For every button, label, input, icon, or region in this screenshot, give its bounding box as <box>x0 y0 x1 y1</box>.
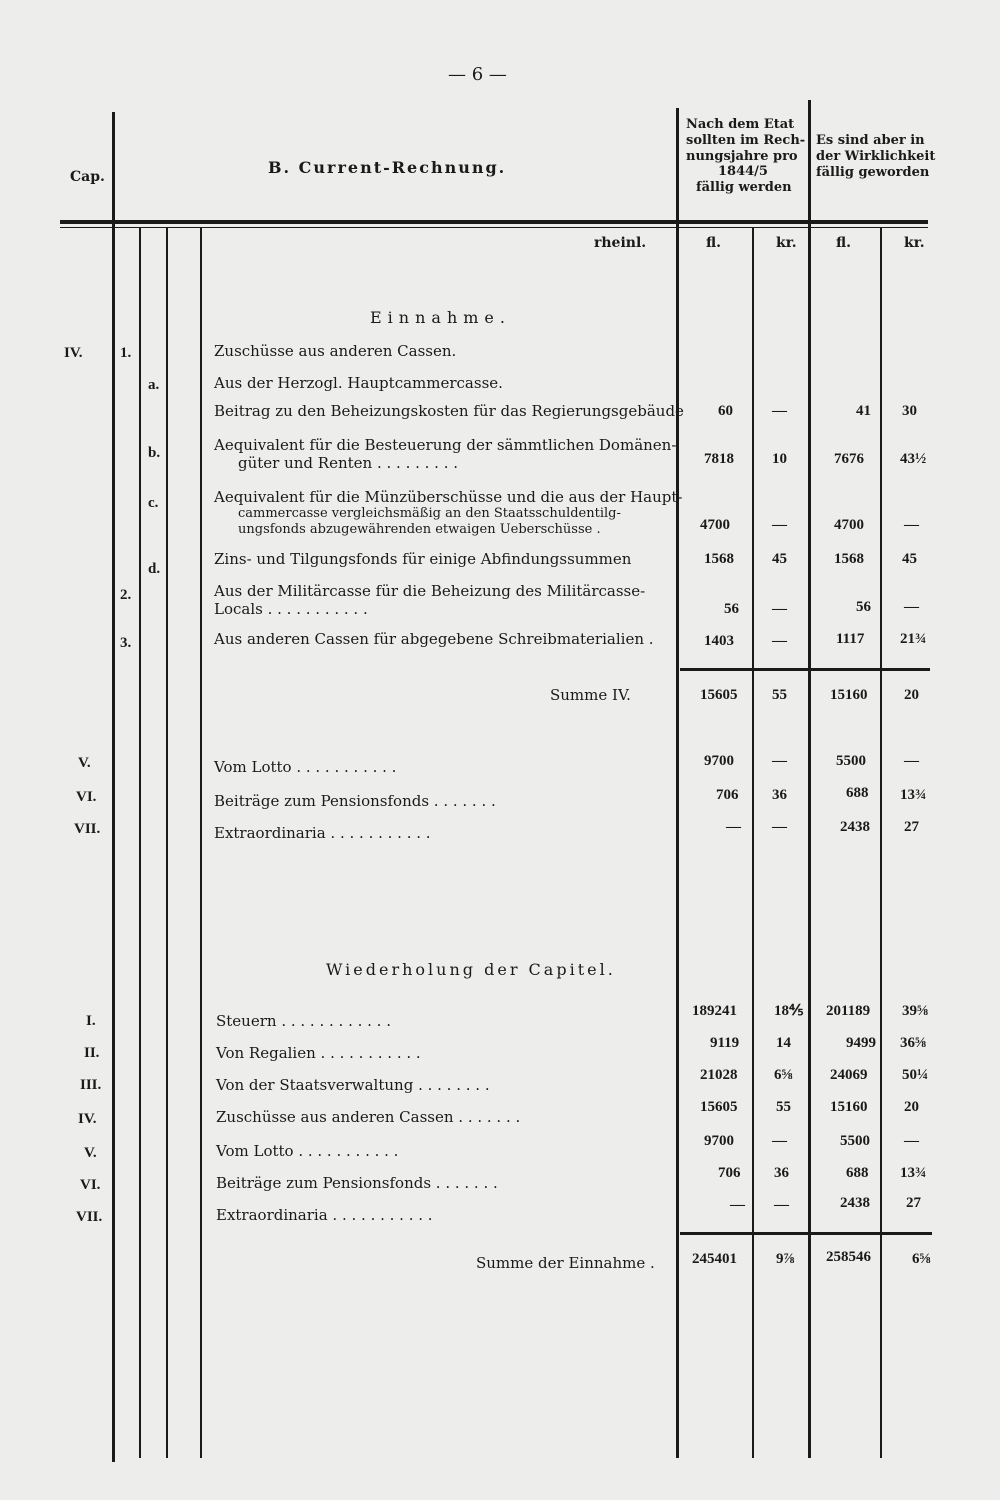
section-title-einnahme: Einnahme. <box>370 308 511 327</box>
row-label: Beiträge zum Pensionsfonds . . . . . . . <box>216 1174 498 1192</box>
actual-kr-value: 30 <box>902 403 917 419</box>
cap-number: II. <box>84 1045 100 1061</box>
row-label: Extraordinaria . . . . . . . . . . . <box>214 824 431 842</box>
summe-label: Summe der Einnahme . <box>476 1254 655 1272</box>
row-label: Beitrag zu den Beheizungskosten für das Regierungsgebäude <box>214 402 684 420</box>
etat-kr-value: 14 <box>776 1035 791 1051</box>
etat-heading-line: sollten im Rech- <box>686 133 806 148</box>
etat-kr-value: — <box>772 753 787 769</box>
actual-fl-value: 1117 <box>836 631 865 647</box>
etat-kr-value: 55 <box>776 1099 791 1115</box>
rule-kr1-col <box>752 228 754 1458</box>
etat-kr-value: 18⅘ <box>774 1003 804 1019</box>
etat-fl-value: — <box>726 819 741 835</box>
actual-fl-value: 24069 <box>830 1067 868 1083</box>
section-heading-current-rechnung: B. Current-Rechnung. <box>268 158 507 177</box>
actual-kr-value: 50¼ <box>902 1067 929 1083</box>
actual-kr-value: 39⅝ <box>902 1003 929 1019</box>
actual-kr-value: 13¾ <box>900 1165 927 1181</box>
sub-letter: a. <box>148 377 160 393</box>
etat-kr-value: 55 <box>772 687 787 703</box>
etat-fl-value: 56 <box>724 601 739 617</box>
etat-kr-value: 36 <box>774 1165 789 1181</box>
actual-fl-value: 9499 <box>846 1035 876 1051</box>
row-label: Beiträge zum Pensionsfonds . . . . . . . <box>214 792 496 810</box>
actual-fl-value: 258546 <box>826 1249 871 1265</box>
row-label: Zins- und Tilgungsfonds für einige Abfindungssummen <box>214 550 632 568</box>
wirklichkeit-heading-line: Es sind aber in <box>816 133 925 148</box>
actual-fl-value: 688 <box>846 1165 869 1181</box>
cap-number: I. <box>86 1013 96 1029</box>
etat-fl-value: 1403 <box>704 633 734 649</box>
etat-fl-value: 706 <box>716 787 739 803</box>
etat-fl-value: 7818 <box>704 451 734 467</box>
sum-total-rule <box>680 1232 932 1235</box>
item-number: 1. <box>120 345 132 361</box>
etat-fl-value: 15605 <box>700 687 738 703</box>
unit-fl-wirklich: fl. <box>836 235 852 251</box>
actual-kr-value: 21¾ <box>900 631 927 647</box>
etat-kr-value: 10 <box>772 451 787 467</box>
row-label: Zuschüsse aus anderen Cassen. <box>214 342 457 360</box>
row-label: Von Regalien . . . . . . . . . . . <box>216 1044 421 1062</box>
rule-fl1-col <box>676 108 679 1458</box>
etat-fl-value: 9119 <box>710 1035 740 1051</box>
actual-fl-value: 688 <box>846 785 869 801</box>
wirklichkeit-heading-line: der Wirklichkeit <box>816 149 936 164</box>
header-rule-thin <box>60 227 928 228</box>
etat-kr-value: — <box>774 1197 789 1213</box>
etat-fl-value: 1568 <box>704 551 734 567</box>
actual-fl-value: 1568 <box>834 551 864 567</box>
actual-kr-value: 27 <box>906 1195 921 1211</box>
cap-number: IV. <box>64 345 83 361</box>
sub-letter: c. <box>148 495 159 511</box>
etat-kr-value: 45 <box>772 551 787 567</box>
actual-kr-value: — <box>904 599 919 615</box>
page-number: — 6 — <box>448 64 507 85</box>
unit-kr-etat: kr. <box>776 235 797 251</box>
row-label-cont: güter und Renten . . . . . . . . . <box>238 454 459 472</box>
cap-number: VII. <box>76 1209 103 1225</box>
rule-num-col <box>139 228 141 1458</box>
item-number: 2. <box>120 587 132 603</box>
cap-number: III. <box>80 1077 102 1093</box>
etat-kr-value: — <box>772 601 787 617</box>
actual-kr-value: 27 <box>904 819 919 835</box>
actual-kr-value: 20 <box>904 687 919 703</box>
cap-number: V. <box>84 1145 97 1161</box>
row-label: Extraordinaria . . . . . . . . . . . <box>216 1206 433 1224</box>
actual-kr-value: — <box>904 1133 919 1149</box>
row-label: Steuern . . . . . . . . . . . . <box>216 1012 391 1030</box>
cap-number: VI. <box>80 1177 101 1193</box>
actual-fl-value: 41 <box>856 403 871 419</box>
row-label: Aus anderen Cassen für abgegebene Schreibmaterialien . <box>214 630 654 648</box>
cap-number: V. <box>78 755 91 771</box>
header-rule <box>60 220 928 224</box>
sum-iv-rule <box>680 668 930 671</box>
currency-label: rheinl. <box>594 235 647 251</box>
rule-fl2-col <box>808 100 811 1458</box>
rule-cap-col <box>112 112 115 1462</box>
actual-kr-value: 43½ <box>900 451 927 467</box>
etat-fl-value: — <box>730 1197 745 1213</box>
sub-letter: b. <box>148 445 161 461</box>
row-label: Von der Staatsverwaltung . . . . . . . . <box>216 1076 490 1094</box>
etat-fl-value: 245401 <box>692 1251 737 1267</box>
etat-heading-line: fällig werden <box>696 180 792 195</box>
etat-kr-value: 36 <box>772 787 787 803</box>
actual-kr-value: 45 <box>902 551 917 567</box>
summe-label: Summe IV. <box>550 686 631 704</box>
actual-kr-value: 36⅝ <box>900 1035 927 1051</box>
row-label: Vom Lotto . . . . . . . . . . . <box>214 758 397 776</box>
etat-fl-value: 60 <box>718 403 733 419</box>
row-label-cont: cammercasse vergleichsmäßig an den Staatsschuldentilg- <box>238 506 621 521</box>
row-label-cont: ungsfonds abzugewährenden etwaigen Ueberschüsse . <box>238 522 601 537</box>
row-label-cont: Locals . . . . . . . . . . . <box>214 600 368 618</box>
etat-heading-line: 1844/5 <box>718 164 768 179</box>
actual-fl-value: 2438 <box>840 1195 870 1211</box>
etat-fl-value: 706 <box>718 1165 741 1181</box>
actual-kr-value: — <box>904 517 919 533</box>
cap-number: IV. <box>78 1111 97 1127</box>
etat-fl-value: 4700 <box>700 517 730 533</box>
etat-fl-value: 189241 <box>692 1003 737 1019</box>
etat-kr-value: 9⅞ <box>776 1251 795 1267</box>
sub-letter: d. <box>148 561 161 577</box>
actual-fl-value: 56 <box>856 599 871 615</box>
etat-fl-value: 21028 <box>700 1067 738 1083</box>
cap-heading: Cap. <box>70 169 105 185</box>
actual-kr-value: 6⅝ <box>912 1251 931 1267</box>
wirklichkeit-heading-line: fällig geworden <box>816 165 930 180</box>
rule-text-col <box>200 228 202 1458</box>
unit-kr-wirklich: kr. <box>904 235 925 251</box>
cap-number: VI. <box>76 789 97 805</box>
row-label: Aequivalent für die Münzüberschüsse und die aus der Haupt- <box>214 488 683 506</box>
actual-fl-value: 2438 <box>840 819 870 835</box>
etat-fl-value: 15605 <box>700 1099 738 1115</box>
actual-kr-value: 13¾ <box>900 787 927 803</box>
item-number: 3. <box>120 635 132 651</box>
etat-fl-value: 9700 <box>704 1133 734 1149</box>
etat-kr-value: — <box>772 1133 787 1149</box>
unit-fl-etat: fl. <box>706 235 722 251</box>
actual-fl-value: 7676 <box>834 451 864 467</box>
etat-kr-value: 6⅝ <box>774 1067 793 1083</box>
etat-kr-value: — <box>772 633 787 649</box>
actual-kr-value: — <box>904 753 919 769</box>
actual-fl-value: 15160 <box>830 1099 868 1115</box>
rule-sub-col <box>166 228 168 1458</box>
etat-heading-line: nungsjahre pro <box>686 149 798 164</box>
row-label: Aequivalent für die Besteuerung der sämmtlichen Domänen- <box>214 436 677 454</box>
etat-kr-value: — <box>772 517 787 533</box>
cap-number: VII. <box>74 821 101 837</box>
actual-kr-value: 20 <box>904 1099 919 1115</box>
etat-kr-value: — <box>772 819 787 835</box>
actual-fl-value: 5500 <box>836 753 866 769</box>
actual-fl-value: 4700 <box>834 517 864 533</box>
actual-fl-value: 5500 <box>840 1133 870 1149</box>
actual-fl-value: 201189 <box>826 1003 871 1019</box>
section-title-wiederholung: Wiederholung der Capitel. <box>326 960 616 979</box>
rule-kr2-col <box>880 228 882 1458</box>
etat-heading-line: Nach dem Etat <box>686 117 795 132</box>
etat-kr-value: — <box>772 403 787 419</box>
row-label: Zuschüsse aus anderen Cassen . . . . . . . <box>216 1108 521 1126</box>
actual-fl-value: 15160 <box>830 687 868 703</box>
etat-fl-value: 9700 <box>704 753 734 769</box>
row-label: Aus der Herzogl. Hauptcammercasse. <box>214 374 503 392</box>
row-label: Vom Lotto . . . . . . . . . . . <box>216 1142 399 1160</box>
row-label: Aus der Militärcasse für die Beheizung des Militärcasse- <box>214 582 646 600</box>
